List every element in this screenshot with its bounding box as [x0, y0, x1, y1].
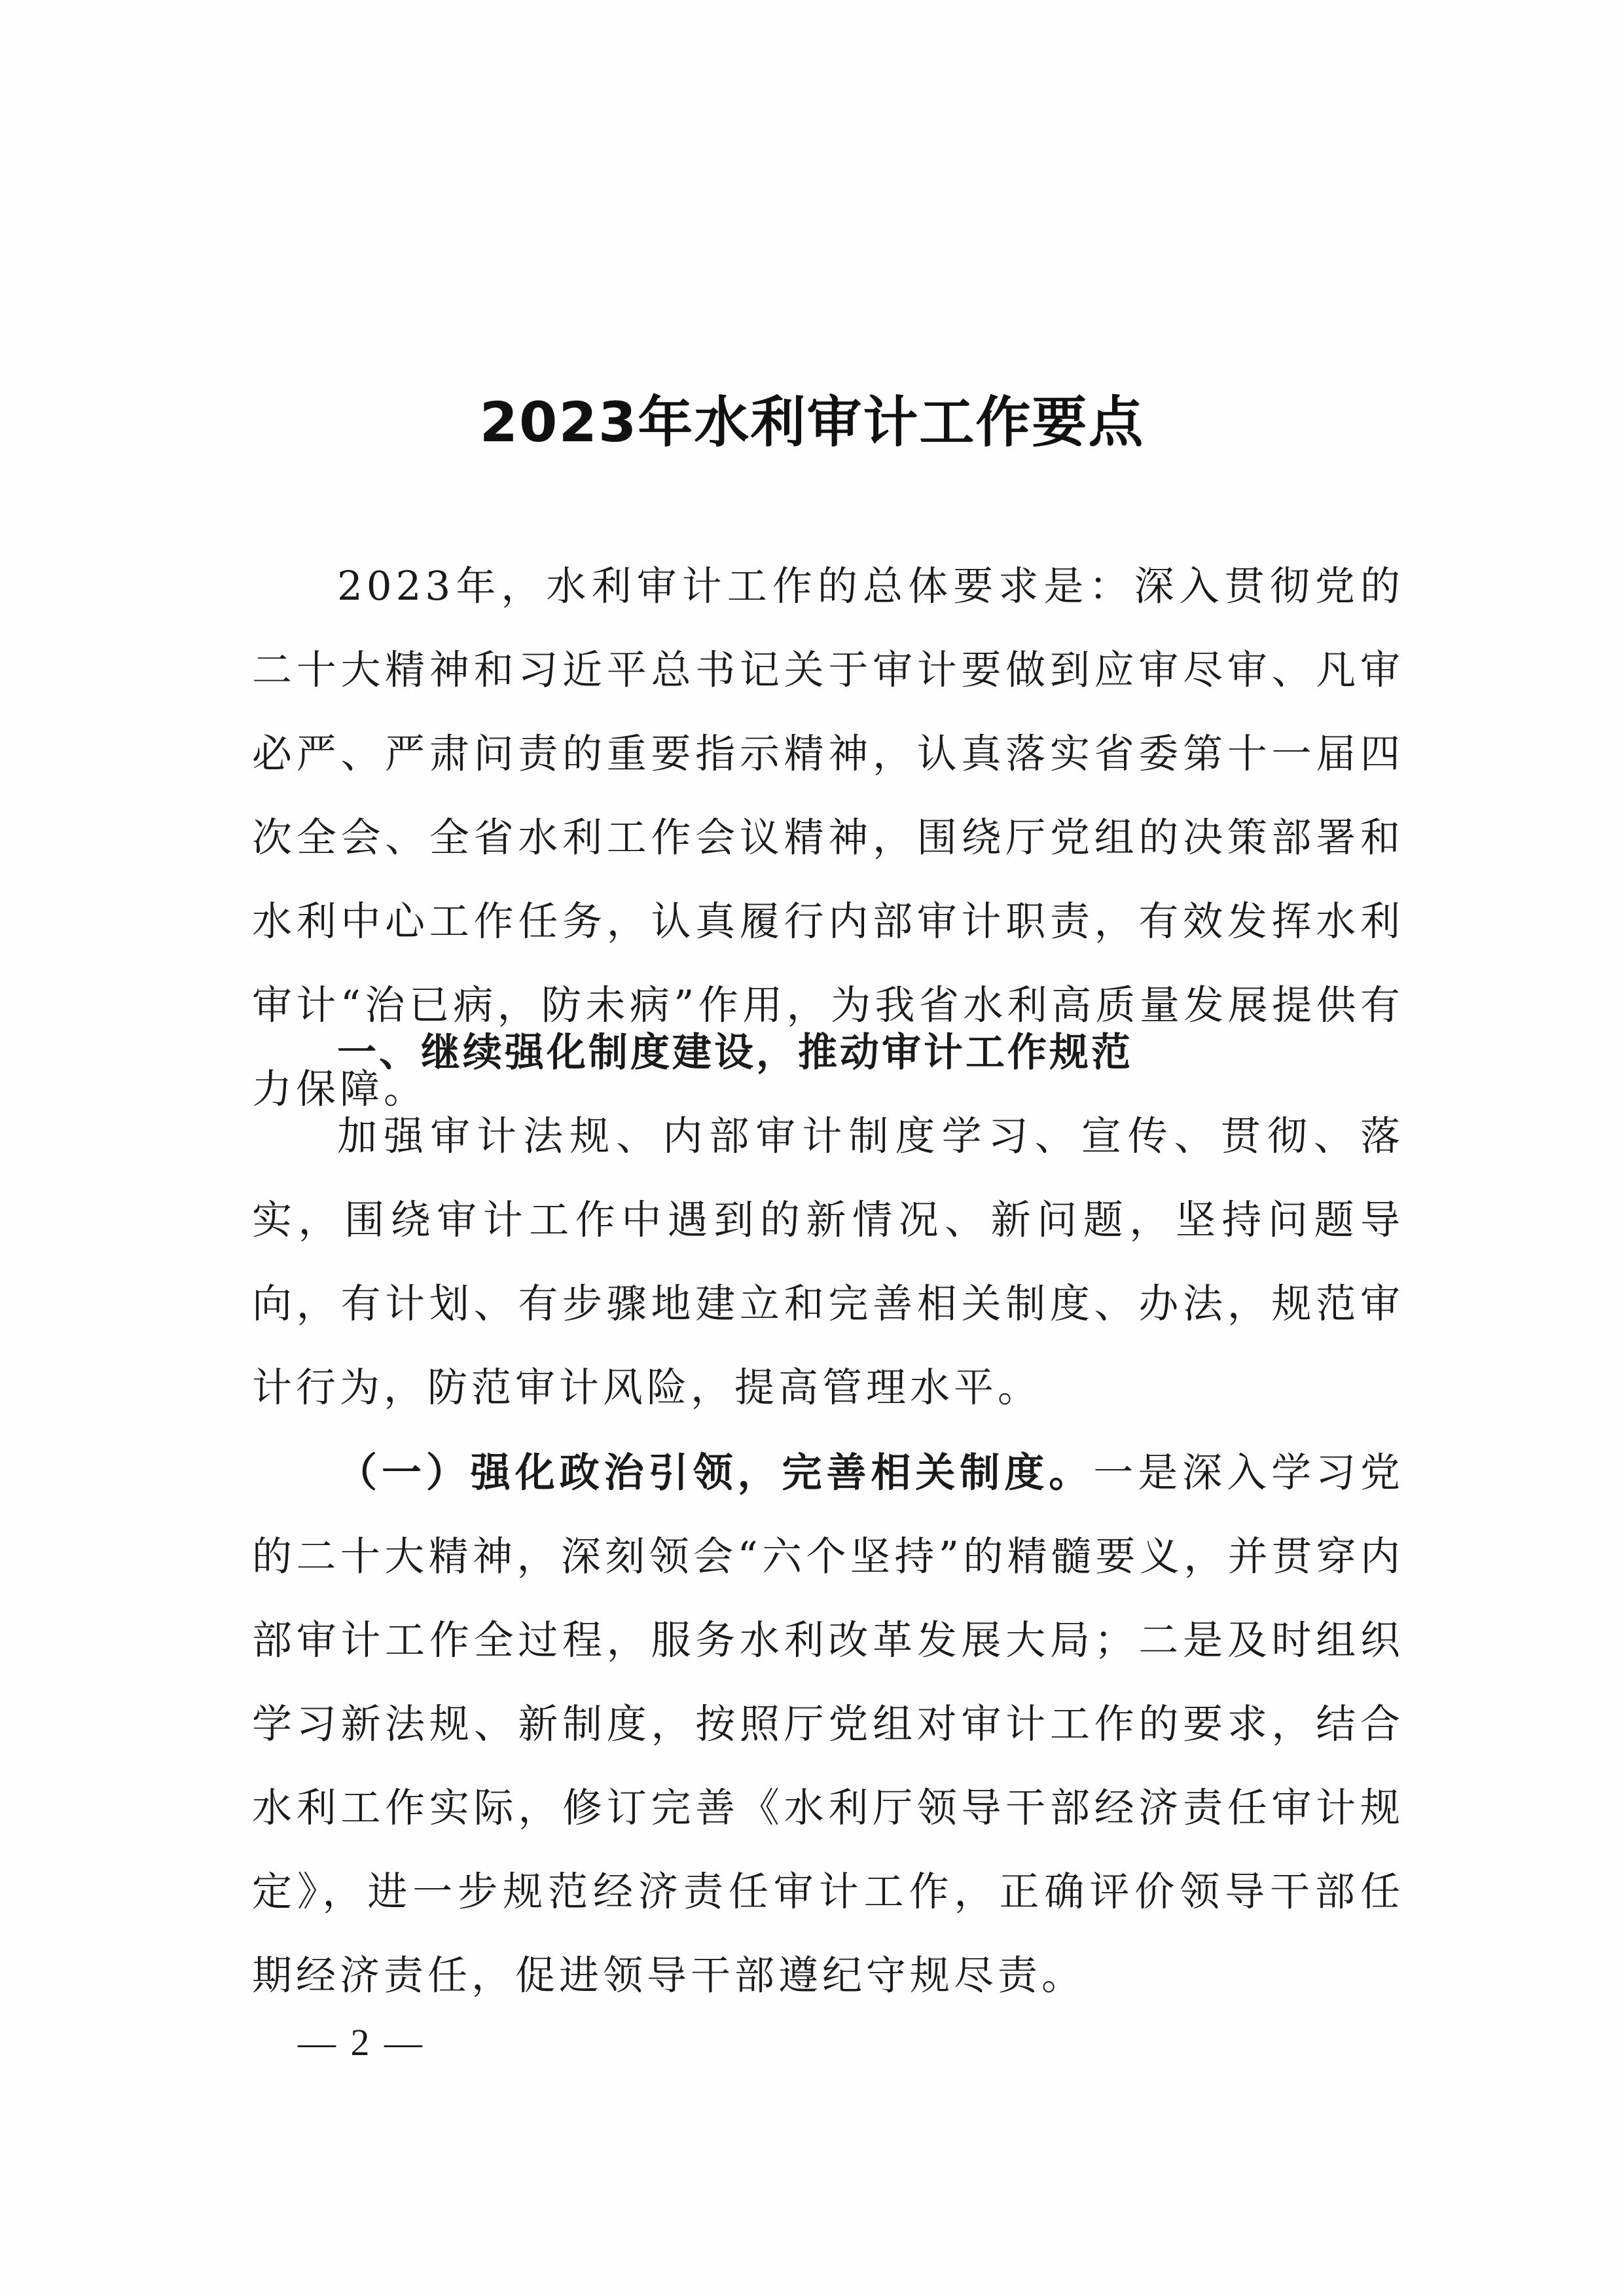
subsection-1-lead: （一）强化政治引领，完善相关制度。: [337, 1449, 1094, 1496]
section-1-body-block: [252, 1095, 1404, 1430]
section-1-heading: 一、继续强化制度建设，推动审计工作规范: [337, 1030, 1133, 1076]
document-title: 2023年水利审计工作要点: [479, 390, 1145, 454]
subsection-1-body: 一是深入学习党的二十大精神，深刻领会“六个坚持”的精髓要义，并贯穿内部审计工作全过程，服务水利改革发展大局；二是及时组织学习新法规、新制度，按照厅党组对审计工作的要求，结合水利工作实际，修订完善《水利厅领导干部经济责任审计规定》，进一步规范经济责任审计工作，正确评价领导干部任期经济责任，促进领导干部遵纪守规尽责。: [252, 1449, 1404, 1999]
section-1-paragraph: 加强审计法规、内部审计制度学习、宣传、贯彻、落实，围绕审计工作中遇到的新情况、新问题，坚持问题导向，有计划、有步骤地建立和完善相关制度、办法，规范审计行为，防范审计风险，提高管理水平。: [252, 1113, 1404, 1411]
page-number: — 2 —: [298, 2021, 425, 2064]
subsection-1-block: [252, 1431, 1404, 2018]
subsection-1-paragraph: [252, 1431, 1404, 2018]
section-1-heading-block: [252, 1011, 1404, 1095]
intro-paragraph: 2023年，水利审计工作的总体要求是：深入贯彻党的二十大精神和习近平总书记关于审计要做到应审尽审、凡审必严、严肃问责的重要指示精神，认真落实省委第十一届四次全会、全省水利工作会议精神，围绕厅党组的决策部署和水利中心工作任务，认真履行内部审计职责，有效发挥水利审计“治已病，防未病”作用，为我省水利高质量发展提供有力保障。: [252, 563, 1404, 1112]
